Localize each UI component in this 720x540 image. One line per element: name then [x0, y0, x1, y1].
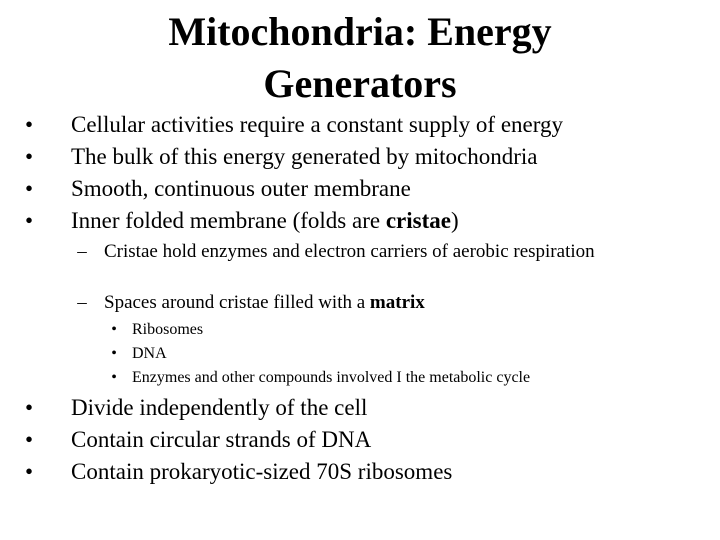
- dash-marker: –: [77, 241, 87, 262]
- bullet-text: The bulk of this energy generated by mitochondria: [71, 144, 538, 169]
- bullet-marker: •: [111, 369, 117, 386]
- dash-marker: –: [77, 292, 87, 313]
- sub-bullet-text: [104, 292, 684, 313]
- bullet-marker: •: [24, 427, 34, 452]
- bullet-text-close: ): [450, 208, 459, 233]
- bullet-marker: •: [111, 321, 117, 338]
- sub-bullet-text-lead: Spaces around cristae filled with a: [104, 292, 370, 313]
- term-cristae: cristae: [385, 208, 451, 233]
- bullet-marker: •: [24, 395, 34, 420]
- bullet-marker: •: [24, 144, 34, 169]
- title-line-2: Generators: [263, 61, 457, 106]
- bullet-text: Divide independently of the cell: [71, 395, 368, 420]
- bullet-marker: •: [24, 208, 34, 233]
- bullet-text: Contain prokaryotic-sized 70S ribosomes: [71, 459, 453, 484]
- sub-bullet-text: Cristae hold enzymes and electron carriers of aerobic respiration: [104, 241, 595, 262]
- bullet-text: Cellular activities require a constant supply of energy: [71, 112, 564, 137]
- matrix-item-text: Enzymes and other compounds involved I the metabolic cycle: [132, 369, 531, 386]
- bullet-text-lead: Inner folded membrane (folds are: [71, 208, 386, 233]
- bullet-marker: •: [111, 345, 117, 362]
- bullet-text: [71, 205, 459, 237]
- bullet-marker: •: [24, 176, 34, 201]
- bullet-marker: •: [24, 459, 34, 484]
- term-matrix: matrix: [369, 292, 425, 313]
- bullet-marker: •: [24, 112, 34, 137]
- slide-title: [60, 6, 660, 110]
- matrix-item-text: DNA: [132, 345, 167, 362]
- matrix-item-text: Ribosomes: [132, 321, 204, 338]
- bullet-text: Contain circular strands of DNA: [71, 427, 372, 452]
- title-line-1: Mitochondria: Energy: [168, 9, 552, 54]
- bullet-text: Smooth, continuous outer membrane: [71, 176, 411, 201]
